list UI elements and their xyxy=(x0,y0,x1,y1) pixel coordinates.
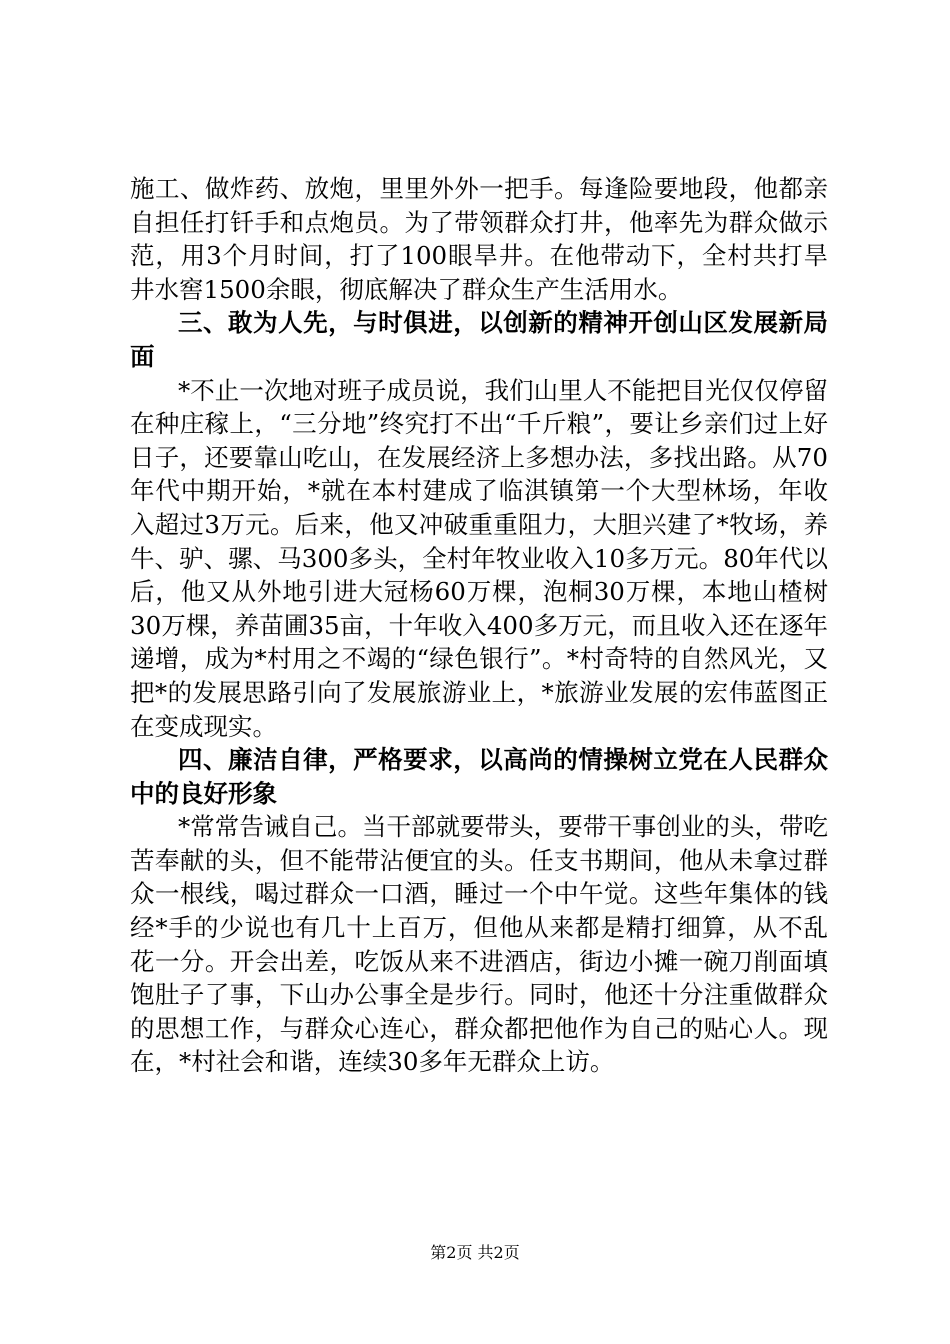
page-number-label: 第2页 共2页 xyxy=(430,1243,520,1262)
section-heading-3: 三、敢为人先，与时俱进，以创新的精神开创山区发展新局面 xyxy=(130,308,828,371)
paragraph-continuation: 施工、做炸药、放炮，里里外外一把手。每逢险要地段，他都亲自担任打钎手和点炮员。为了带领群众打井，他率先为群众做示范，用3个月时间，打了100眼旱井。在他带动下，全村共打旱井水窖1500余眼，彻底解决了群众生产生活用水。 xyxy=(130,174,828,304)
section-heading-4: 四、廉洁自律，严格要求，以高尚的情操树立党在人民群众中的良好形象 xyxy=(130,745,828,808)
document-page xyxy=(130,172,828,1079)
page-footer xyxy=(0,1243,950,1263)
paragraph-section-4: *常常告诫自己。当干部就要带头，要带干事创业的头，带吃苦奉献的头，但不能带沾便宜的头。任支书期间，他从未拿过群众一根线，喝过群众一口酒，睡过一个中午觉。这些年集体的钱经*手的少说也有几十上百万，但他从来都是精打细算，从不乱花一分。开会出差，吃饭从来不进酒店，街边小摊一碗刀削面填饱肚子了事，下山办公事全是步行。同时，他还十分注重做群众的思想工作，与群众心连心，群众都把他作为自己的贴心人。现在，*村社会和谐，连续30多年无群众上访。 xyxy=(130,812,828,1077)
paragraph-section-3: *不止一次地对班子成员说，我们山里人不能把目光仅仅停留在种庄稼上，“三分地”终究打不出“千斤粮”，要让乡亲们过上好日子，还要靠山吃山，在发展经济上多想办法，多找出路。从70年代中期开始，*就在本村建成了临淇镇第一个大型林场，年收入超过3万元。后来，他又冲破重重阻力，大胆兴建了*牧场，养牛、驴、骡、马300多头，全村年牧业收入10多万元。80年代以后，他又从外地引进大冠杨60万棵，泡桐30万棵，本地山楂树30万棵，养苗圃35亩，十年收入400多万元，而且收入还在逐年递增，成为*村用之不竭的“绿色银行”。*村奇特的自然风光，又把*的发展思路引向了发展旅游业上，*旅游业发展的宏伟蓝图正在变成现实。 xyxy=(130,375,828,741)
